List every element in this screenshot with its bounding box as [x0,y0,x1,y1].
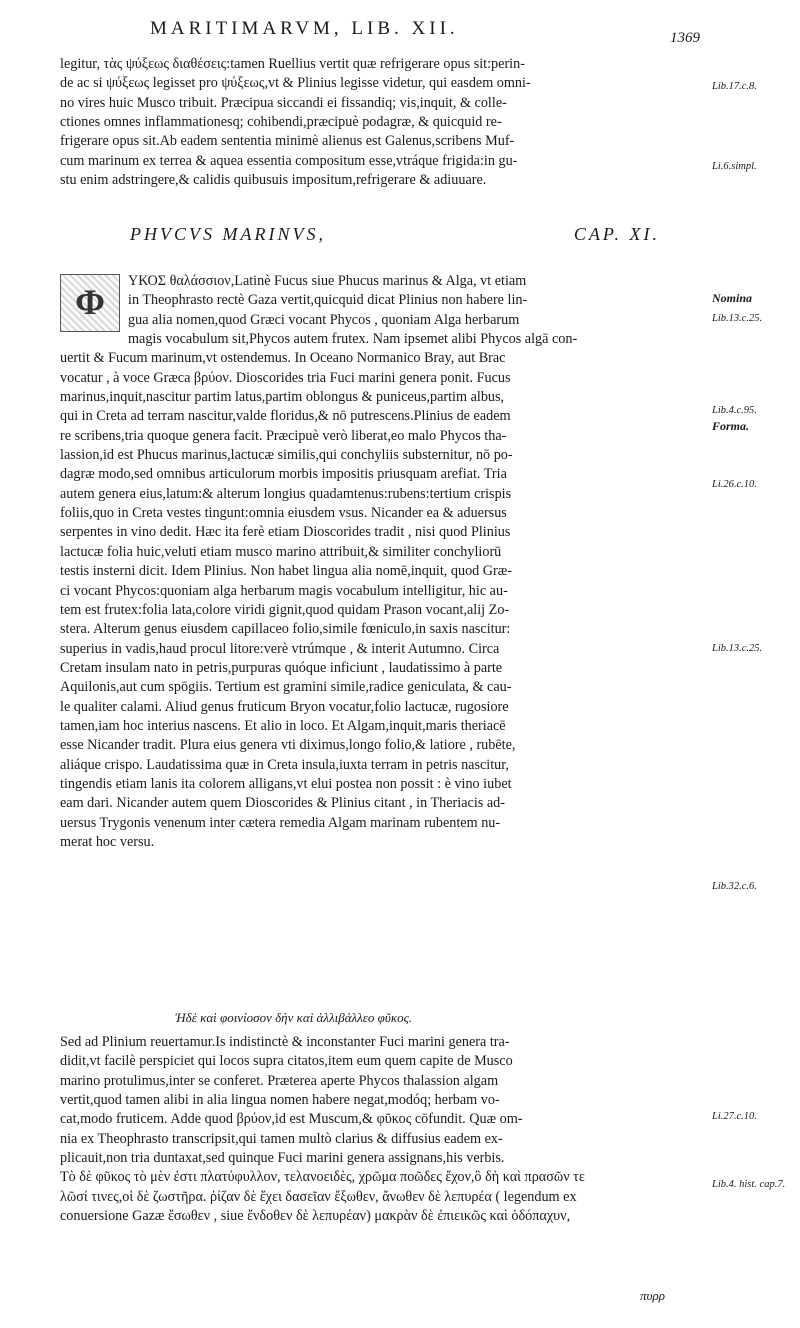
margin-note: Lib.32.c.6. [712,881,757,892]
chapter-number: CAP. XI. [573,224,660,244]
text-line: testis insterni dicit. Idem Plinius. Non habet lingua alia nomē,inquit, quod Græ- [60,563,512,580]
text-line: Aquilonis,aut cum spōgiis. Tertium est gramini simile,radice geniculata, & cau- [60,679,512,696]
text-line: stera. Alterum genus eiusdem capillaceo folio,simile fœniculo,in saxis nascitur: [60,621,511,638]
margin-note: Forma. [712,419,750,433]
text-line: uersus Trygonis venenum inter cætera remedia Algam marinam rubentem nu- [60,814,501,831]
text-line: tingendis etiam lanis ita colorem alligans,vt elui postea non possit : è vino iubet [60,775,512,792]
text-line: uertit & Fucum marinum,vt ostendemus. In Oceano Normanico Bray, aut Brac [60,350,506,367]
text-line: de ac si ψύξεως legisset pro ψύξεως,vt & Plinius legisse videtur, qui easdem omni- [60,75,531,92]
text-line: marino protulimus,inter se conferet. Præterea aperte Phycos thalassion algam [60,1072,499,1089]
text-line: Τὸ δὲ φῦκος τὸ μὲν ἐστι πλατύφυλλον, τελανοειδὲς, χρῶμα ποῶδες ἔχον,ὃ δὴ καὶ πρασῶν τε [60,1169,585,1186]
text-line: foliis,quo in Creta vestes tingunt:omnia eiusdem vsus. Nicander ea & aduersus [60,505,507,522]
catchword: πυρρ [640,1288,665,1303]
text-line: vertit,quod tamen alibi in alia lingua nomen habere negat,modóq; herbam vo- [60,1092,500,1109]
text-line: marinus,inquit,nascitur partim latus,partim oblongus & puniceus,partim albus, [60,389,505,406]
text-line: eam dari. Nicander autem quem Dioscorides & Plinius citant , in Theriacis ad- [60,795,505,812]
margin-note: Lib.13.c.25. [712,643,763,654]
text-line: λῶσί τινες,οἱ δὲ ζωστῆρα. ῥίζαν δὲ ἔχει δασεῖαν ἔξωθεν, ἄνωθεν δὲ λεπυρέα ( legendum ex [60,1188,577,1205]
text-line: plicauit,non tria duntaxat,sed quinque Fuci marini genera assignans,his verbis. [60,1150,505,1167]
text-line: lassion,id est Phucus marinus,lactucæ similis,qui conchyliis substernitur, nō po- [60,447,513,464]
text-line: merat hoc versu. [60,833,155,850]
text-line: Sed ad Plinium reuertamur.Is indistinctè & inconstanter Fuci marini genera tra- [60,1034,510,1050]
text-line: cat,modo fruticem. Adde quod βρύον,id est Muscum,& φῦκος cōfundit. Quæ om- [60,1111,523,1128]
text-line: tem est frutex:folia lata,colore viridi gignit,quod quidam Prason vocant,alij Zo- [60,601,510,618]
text-line: ctiones omnes inflammationesq; cohibendi,præcipuè podagræ, & quicquid re- [60,114,502,131]
margin-note: Li.27.c.10. [712,1111,757,1122]
text-line: lactucæ folia huic,veluti etiam musco marino attribuit,& similiter conchyliorū [60,543,502,560]
margin-note: Lib.17.c.8. [712,81,757,92]
text-line: le qualiter calami. Aliud genus fruticum Bryon vocatur,folio lactucæ, rugosiore [60,698,509,715]
text-line: qui in Creta ad terram nascitur,valde floridus,& nō putrescens.Plinius de eadem [60,408,511,425]
margin-note: Nomina [712,291,753,305]
margin-note: Lib.13.c.25. [712,313,763,324]
text-line: stu enim adstringere,& calidis quibusuis impositum,refrigerare & adiuuare. [60,172,487,189]
text-line: ci vocant Phycos:quoniam alga herbarum magis vocabulum intelligitur, hic au- [60,582,508,599]
text-block-musco [60,55,680,190]
text-line: frigerare opus sit.Ab eadem sententia minimè alienus est Galenus,scribens Muf- [60,133,515,150]
text-line: conuersione Gazæ ἔσωθεν , siue ἔνδοθεν δὲ λεπυρέαν) μακρὰν δὲ ἐπιεικῶς καὶ ὁδόπαχυν, [60,1208,571,1225]
text-line: esse Nicander tradit. Plura eius genera vti diximus,longo folio,& latiore , rubēte, [60,737,516,754]
margin-note: Li.26.c.10. [712,479,757,490]
text-block-plinius [60,1033,680,1226]
text-line: autem genera eius,latum:& alterum longius quadamtenus:rubens:tertium crispis [60,485,512,502]
text-line: serpentes in vino dedit. Hæc ita ferè etiam Dioscorides tradit , nisi quod Plinius [60,524,511,541]
text-line: in Theophrasto rectè Gaza vertit,quicquid dicat Plinius non habere lin- [128,292,528,309]
text-line: gua alia nomen,quod Græci vocant Phycos , quoniam Alga herbarum [128,311,520,328]
text-line: magis vocabulum sit,Phycos autem frutex. Nam ipsemet alibi Phycos algā con- [128,331,578,348]
text-line: no vires huic Musco tribuit. Præcipua siccandi ei fissandiq; vis,inquit, & colle- [60,94,507,111]
text-line: Cretam insulam nato in petris,purpuras quóque inficiunt , laudatissimo à parte [60,659,503,676]
text-line: tamen,iam hoc interius nascens. Et alio in loco. Et Algam,inquit,maris theriacē [60,717,506,734]
text-block-phucus [60,272,680,852]
text-line: aliáque crispo. Laudatissima quæ in Creta insula,iuxta terram in petris nascitur, [60,756,509,773]
text-line: vocatur , à voce Græca βρύον. Dioscorides tria Fuci marini genera ponit. Fucus [60,369,511,386]
decorated-initial: Φ [60,274,120,332]
text-line: ΥΚΟΣ θαλάσσιον,Latinè Fucus siue Phucus marinus & Alga, vt etiam [128,273,527,289]
text-line: dagræ modo,sed omnibus articulorum morbis impositis priusquam arefiat. Tria [60,466,507,483]
chapter-title: PHVCVS MARINVS, [130,224,326,244]
text-line: superius in vadis,haud procul litore:verè vtrúmque , & interit Autumno. Circa [60,640,500,657]
margin-note: Lib.4.c.95. [712,405,757,416]
greek-verse: Ἠδὲ καὶ φοινίοσον δὴν καὶ ἀλλιβάλλεο φῦκος. [175,1010,413,1025]
chapter-heading [130,224,660,245]
text-line: legitur, τὰς ψύξεως διαθέσεις:tamen Ruellius vertit quæ refrigerare opus sit:perin- [60,56,525,72]
margin-note: Li.6.simpl. [712,161,757,172]
text-line: nia ex Theophrasto transcripsit,qui tamen multò clarius & diffusius eadem ex- [60,1130,503,1147]
text-line: didit,vt facilè perspiciet qui locos supra citatos,item eum quem capite de Musco [60,1053,513,1070]
margin-note: Lib.4. hist. cap.7. [712,1179,786,1190]
text-line: cum marinum ex terrea & aquea essentia compositum esse,vtráque frigida:in gu- [60,152,518,169]
running-head: MARITIMARVM, LIB. XII. [150,18,459,39]
text-line: re scribens,tria quoque genera facit. Præcipuè verò liberat,eo malo Phycos tha- [60,427,507,444]
page-number: 1369 [670,30,700,46]
